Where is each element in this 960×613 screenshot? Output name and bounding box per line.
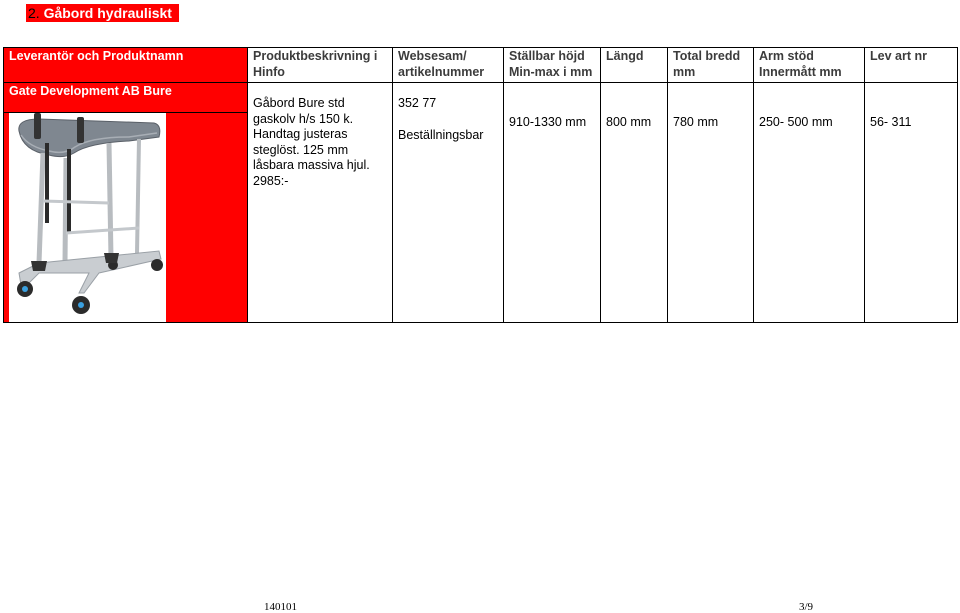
description-line: steglöst. 125 mm [253,142,349,157]
height-value: 910-1330 mm [504,113,601,323]
header-width: Total bredd mm [668,48,754,83]
footer-date-code: 140101 [264,601,297,613]
article-cell [393,83,504,323]
walker-photo-icon [9,113,166,322]
blank-cell [601,83,668,113]
supplier-name: Gate Development AB Bure [4,83,248,113]
header-length: Längd [601,48,668,83]
section-heading [26,4,179,22]
blank-cell [754,83,865,113]
header-row [4,48,958,83]
description-line: Gåbord Bure std [253,96,345,110]
product-description [248,83,393,323]
lev-value: 56- 311 [865,113,958,323]
product-image-cell [4,113,248,323]
availability-status: Beställningsbar [398,127,484,142]
supplier-row [4,83,958,113]
footer-page-number: 3/9 [799,601,814,613]
description-line: 2985:- [253,173,289,188]
description-line: Handtag justeras [253,127,348,141]
header-lev: Lev art nr [865,48,958,83]
description-line: låsbara massiva hjul. [253,158,370,172]
header-height: Ställbar höjd Min-max i mm [504,48,601,83]
article-number: 352 77 [398,96,437,110]
arm-value: 250- 500 mm [754,113,865,323]
description-line: gaskolv h/s 150 k. [253,111,354,126]
blank-cell [865,83,958,113]
header-description: Produktbeskrivning i Hinfo [248,48,393,83]
blank-cell [668,83,754,113]
header-arm: Arm stöd Innermått mm [754,48,865,83]
product-table [3,47,958,323]
section-number: 2. [28,5,40,21]
header-website: Websesam/ artikelnummer [393,48,504,83]
header-supplier: Leverantör och Produktnamn [4,48,248,83]
width-value: 780 mm [668,113,754,323]
length-value: 800 mm [601,113,668,323]
section-title: Gåbord hydrauliskt [43,5,172,21]
blank-cell [504,83,601,113]
